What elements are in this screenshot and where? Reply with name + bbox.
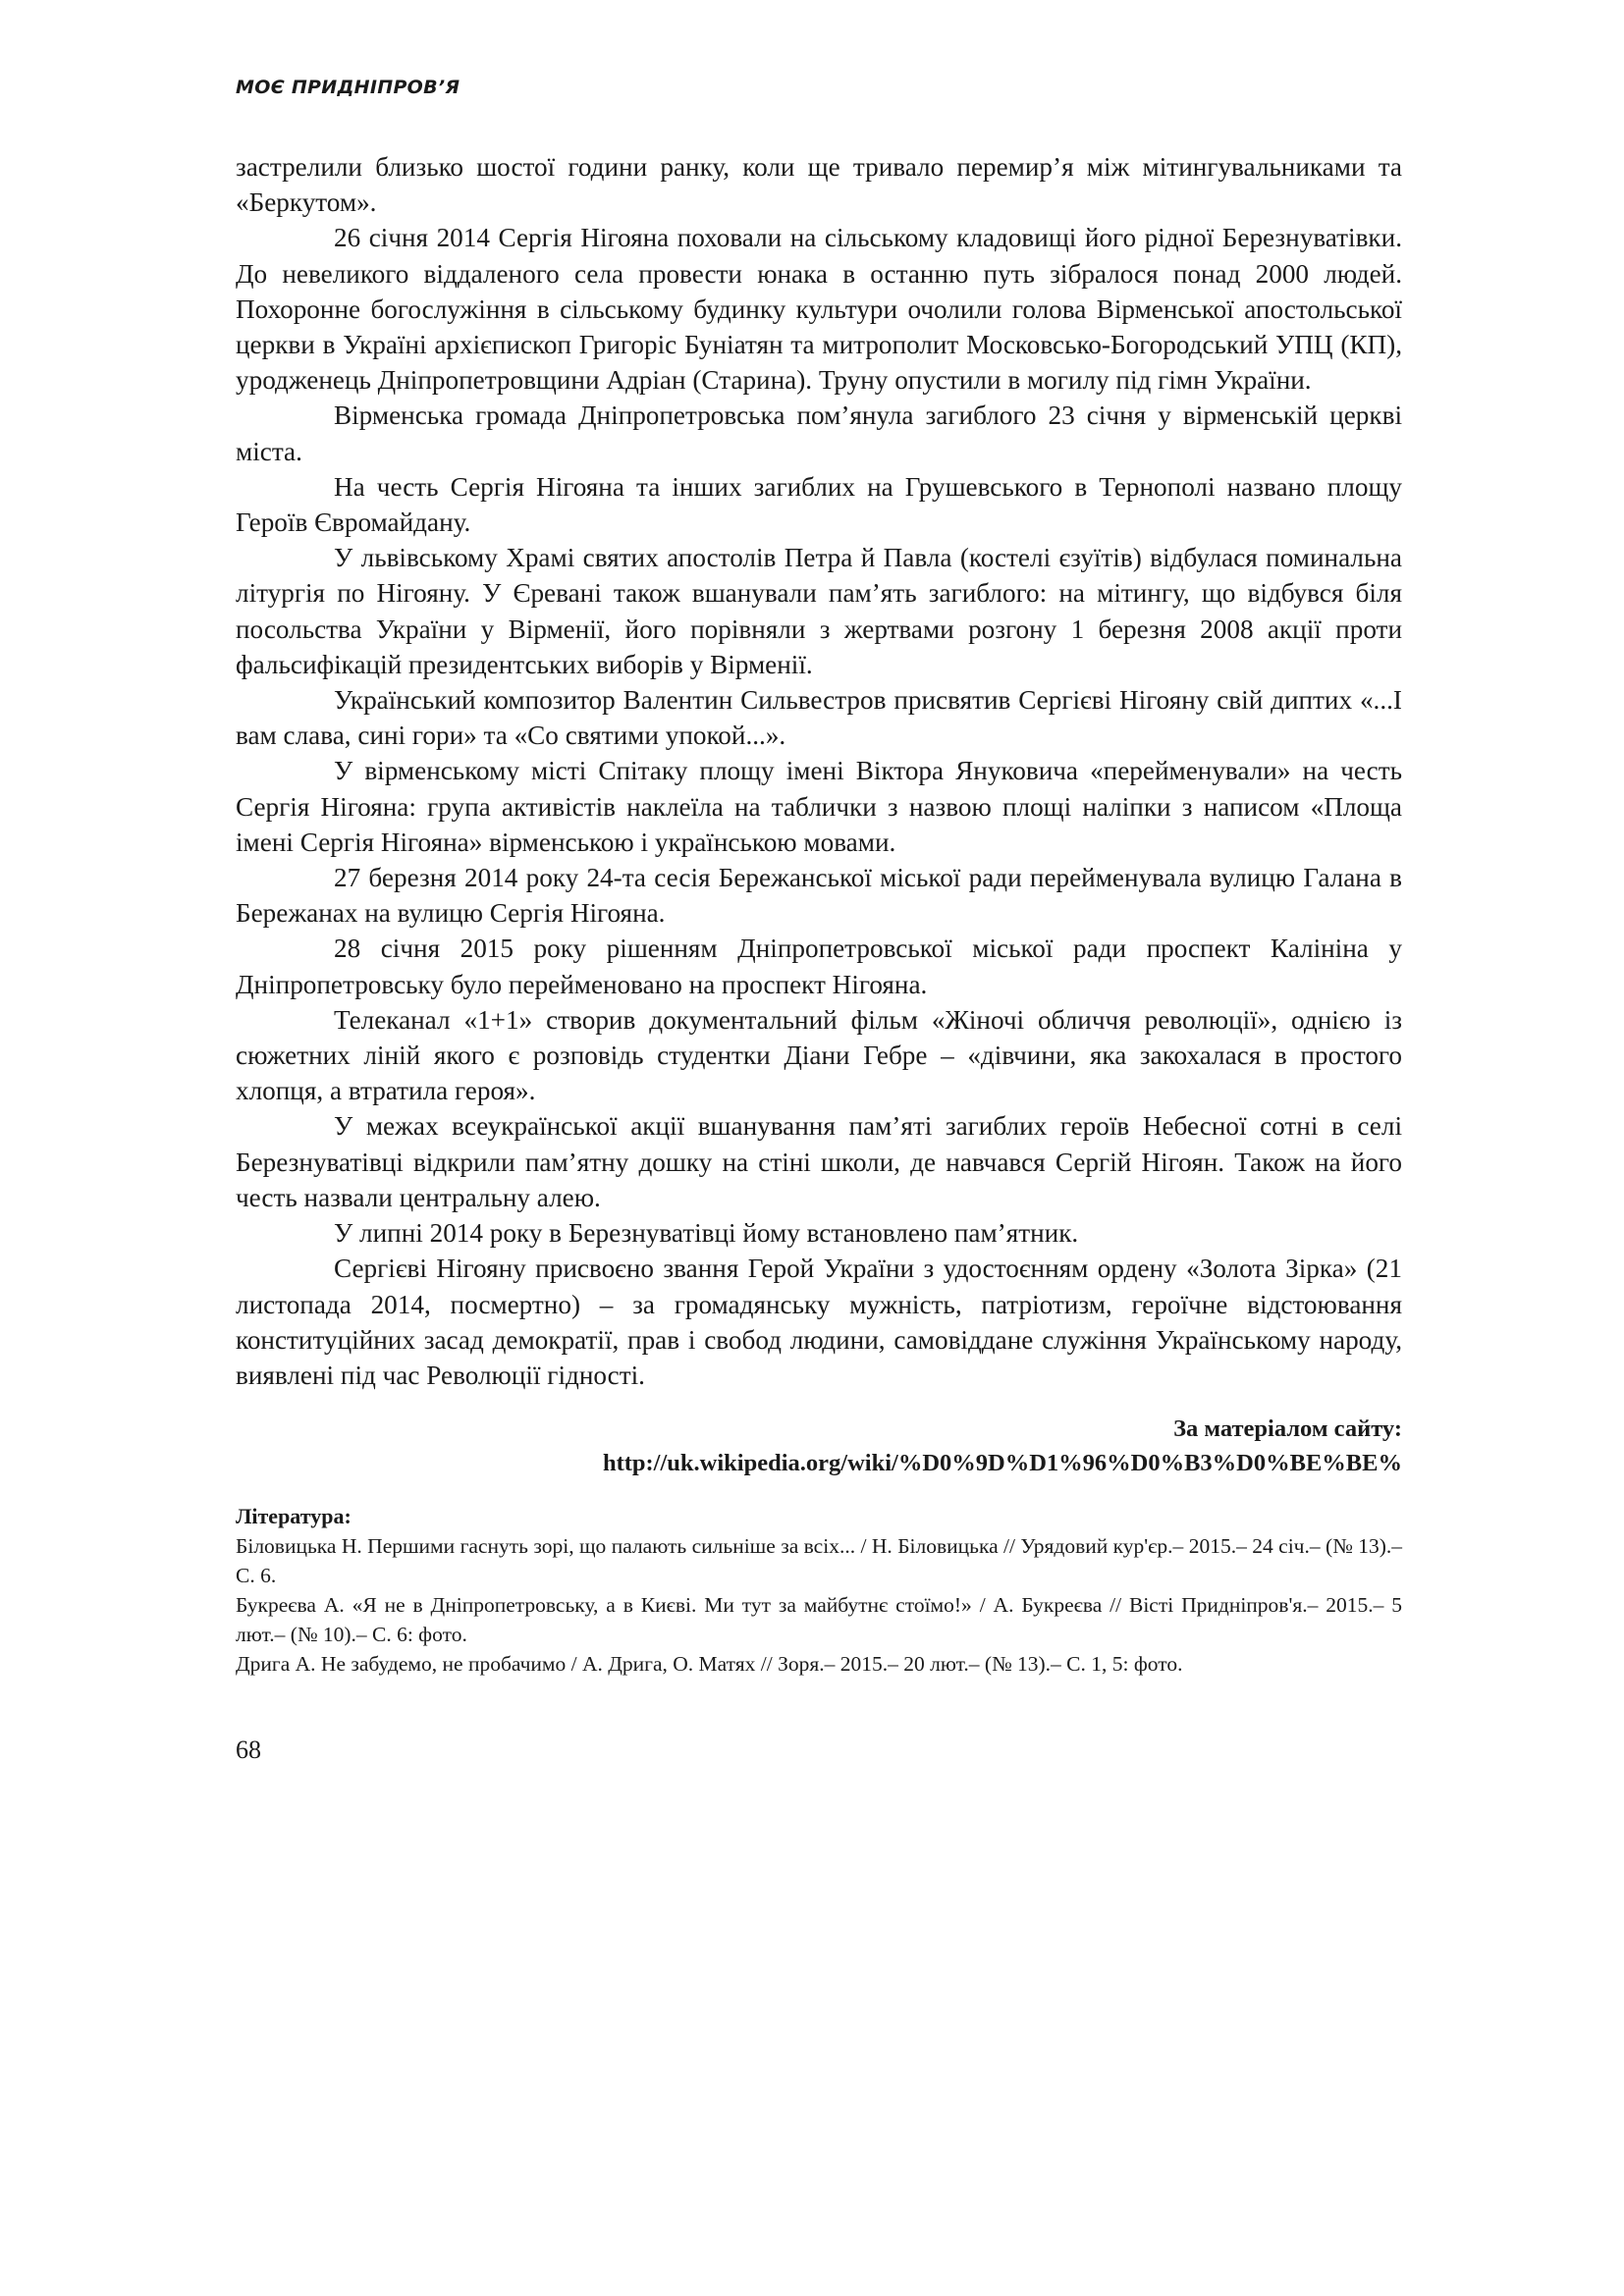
source-label: За матеріалом сайту: <box>1173 1415 1402 1442</box>
paragraph: На честь Сергія Нігояна та інших загиблих на Грушевського в Тернополі названо площу Героїв Євромайдану. <box>236 471 1402 538</box>
paragraph: Вірменська громада Дніпропетровська пом’янула загиблого 23 січня у вірменській церкві міста. <box>236 400 1402 466</box>
paragraph: 26 січня 2014 Сергія Нігояна поховали на сільському кладовищі його рідної Березнуватівки. До невеликого віддаленого села провести юнака в останню путь зібралося понад 2000 людей. Похоронне богослужіння в сільському будинку культури очолили голова Вірменської апостольської церкви в Україні архієпископ Григоріс Буніатян та митрополит Московсько-Богородський УПЦ (КП), уродженець Дніпропетровщини Адріан (Старина). Труну опустили в могилу під гімн України. <box>236 223 1402 396</box>
paragraph: Український композитор Валентин Сильвестров присвятив Сергієві Нігояну свій диптих «...І вам слава, сині гори» та «Со святими упокой...». <box>236 685 1402 751</box>
literature-item: Біловицька Н. Першими гаснуть зорі, що палають сильніше за всіх... / Н. Біловицька // Урядовий кур'єр.– 2015.– 24 січ.– (№ 13).– С. 6. <box>236 1534 1402 1587</box>
literature-item: Букреєва А. «Я не в Дніпропетровську, а в Києві. Ми тут за майбутнє стоїмо!» / А. Букреєва // Вісті Придніпров'я.– 2015.– 5 лют.– (№ 10).– С. 6: фото. <box>236 1593 1402 1646</box>
literature-title: Література: <box>236 1504 352 1528</box>
paragraph: У липні 2014 року в Березнуватівці йому встановлено пам’ятник. <box>334 1218 1079 1249</box>
paragraph: У львівському Храмі святих апостолів Петра й Павла (костелі єзуїтів) відбулася поминальна літургія по Нігояну. У Єревані також вшанували пам’ять загиблого: на мітингу, що відбувся біля посольства України у Вірменії, його порівняли з жертвами розгону 1 березня 2008 акції проти фальсифікацій президентських виборів у Вірменії. <box>236 543 1402 679</box>
paragraph: застрелили близько шостої години ранку, коли ще тривало перемир’я між мітингувальниками та «Беркутом». <box>236 152 1402 218</box>
paragraph: У межах всеукраїнської акції вшанування пам’яті загиблих героїв Небесної сотні в селі Березнуватівці відкрили пам’ятну дошку на стіні школи, де навчався Сергій Нігоян. Також на його честь назвали центральну алею. <box>236 1111 1402 1212</box>
page-number: 68 <box>236 1735 261 1764</box>
source-url: http://uk.wikipedia.org/wiki/%D0%9D%D1%96%D0%B3%D0%BE%BE% <box>602 1450 1402 1476</box>
literature-item: Дрига А. Не забудемо, не пробачимо / А. Дрига, О. Матях // Зоря.– 2015.– 20 лют.– (№ 13).– С. 1, 5: фото. <box>236 1652 1183 1676</box>
literature-section <box>236 1502 1402 1679</box>
paragraph: 27 березня 2014 року 24-та сесія Бережанської міської ради перейменувала вулицю Галана в Бережанах на вулицю Сергія Нігояна. <box>236 863 1402 929</box>
running-header: МОЄ ПРИДНІПРОВ’Я <box>236 77 460 98</box>
paragraph: 28 січня 2015 року рішенням Дніпропетровської міської ради проспект Калініна у Дніпропетровську було перейменовано на проспект Нігояна. <box>236 934 1402 999</box>
paragraph: У вірменському місті Спітаку площу імені Віктора Януковича «перейменували» на честь Сергія Нігояна: група активістів наклеїла на таблички з назвою площі наліпки з написом «Площа імені Сергія Нігояна» вірменською і українською мовами. <box>236 756 1402 857</box>
paragraph: Сергієві Нігояну присвоєно звання Герой України з удостоєнням ордену «Золота Зірка» (21 листопада 2014, посмертно) – за громадянську мужність, патріотизм, героїчне відстоювання конституційних засад демократії, прав і свобод людини, самовіддане служіння Українському народу, виявлені під час Революції гідності. <box>236 1254 1402 1390</box>
source-citation <box>603 1412 1402 1480</box>
article-body <box>236 149 1402 1393</box>
paragraph: Телеканал «1+1» створив документальний фільм «Жіночі обличчя революції», однією із сюжетних ліній якого є розповідь студентки Діани Гебре – «дівчини, яка закохалася в простого хлопця, а втратила героя». <box>236 1004 1402 1106</box>
